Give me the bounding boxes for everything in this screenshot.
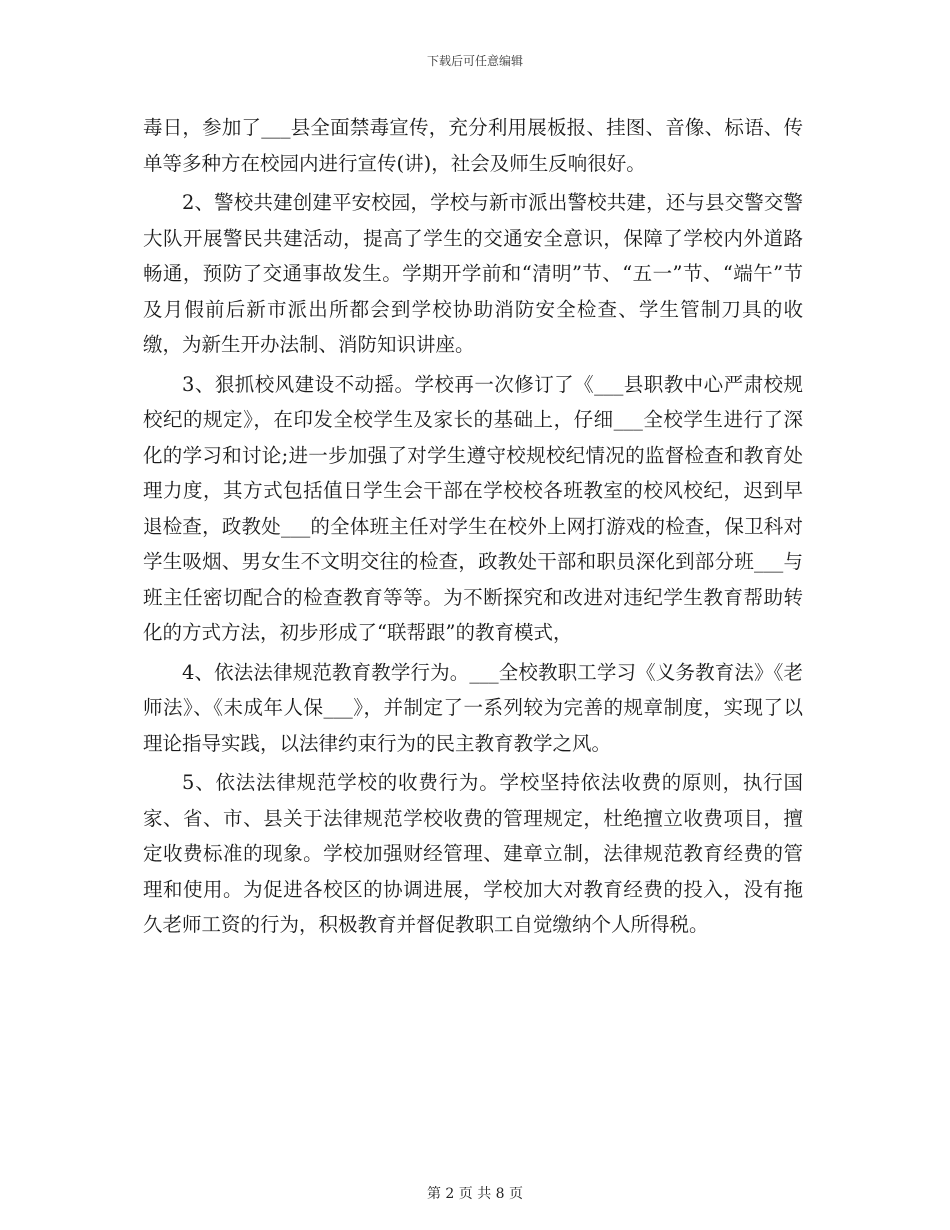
- paragraph-1: 毒日，参加了___县全面禁毒宣传，充分利用展板报、挂图、音像、标语、传单等多种方在校园内进行宣传(讲)，社会及师生反响很好。: [143, 116, 803, 175]
- page-header-note: 下载后可任意编辑: [426, 54, 523, 68]
- paragraph-3: 3、狠抓校风建设不动摇。学校再一次修订了《___县职教中心严肃校规校纪的规定》，在印发全校学生及家长的基础上，仔细___全校学生进行了深化的学习和讨论;进一步加强了对学生遵守校规校纪情况的监督检查和教育处理力度，其方式包括值日学生会干部在学校校各班教室的校风校纪，迟到早退检查，政教处___的全体班主任对学生在校外上网打游戏的检查，保卫科对学生吸烟、男女生不文明交往的检查，政教处干部和职员深化到部分班___与班主任密切配合的检查教育等等。为不断探究和改进对违纪学生教育帮助转化的方式方法，初步形成了“联帮跟”的教育模式，: [143, 372, 803, 644]
- page-number-footer: 第 2 页 共 8 页: [426, 1186, 524, 1202]
- paragraph-2: 2、警校共建创建平安校园，学校与新市派出警校共建，还与县交警交警大队开展警民共建活动，提高了学生的交通安全意识，保障了学校内外道路畅通，预防了交通事故发生。学期开学前和“清明”节、“五一”节、“端午”节及月假前后新市派出所都会到学校协助消防安全检查、学生管制刀具的收缴，为新生开办法制、消防知识讲座。: [143, 191, 803, 356]
- paragraph-4: 4、依法法律规范教育教学行为。___全校教职工学习《义务教育法》《老师法》、《未成年人保___》，并制定了一系列较为完善的规章制度，实现了以理论指导实践，以法律约束行为的民主教育教学之风。: [143, 660, 803, 755]
- document-body: [143, 110, 803, 947]
- paragraph-5: 5、依法法律规范学校的收费行为。学校坚持依法收费的原则，执行国家、省、市、县关于法律规范学校收费的管理规定，杜绝擅立收费项目，擅定收费标准的现象。学校加强财经管理、建章立制，法律规范教育经费的管理和使用。为促进各校区的协调进展，学校加大对教育经费的投入，没有拖久老师工资的行为，积极教育并督促教职工自觉缴纳个人所得税。: [143, 771, 803, 936]
